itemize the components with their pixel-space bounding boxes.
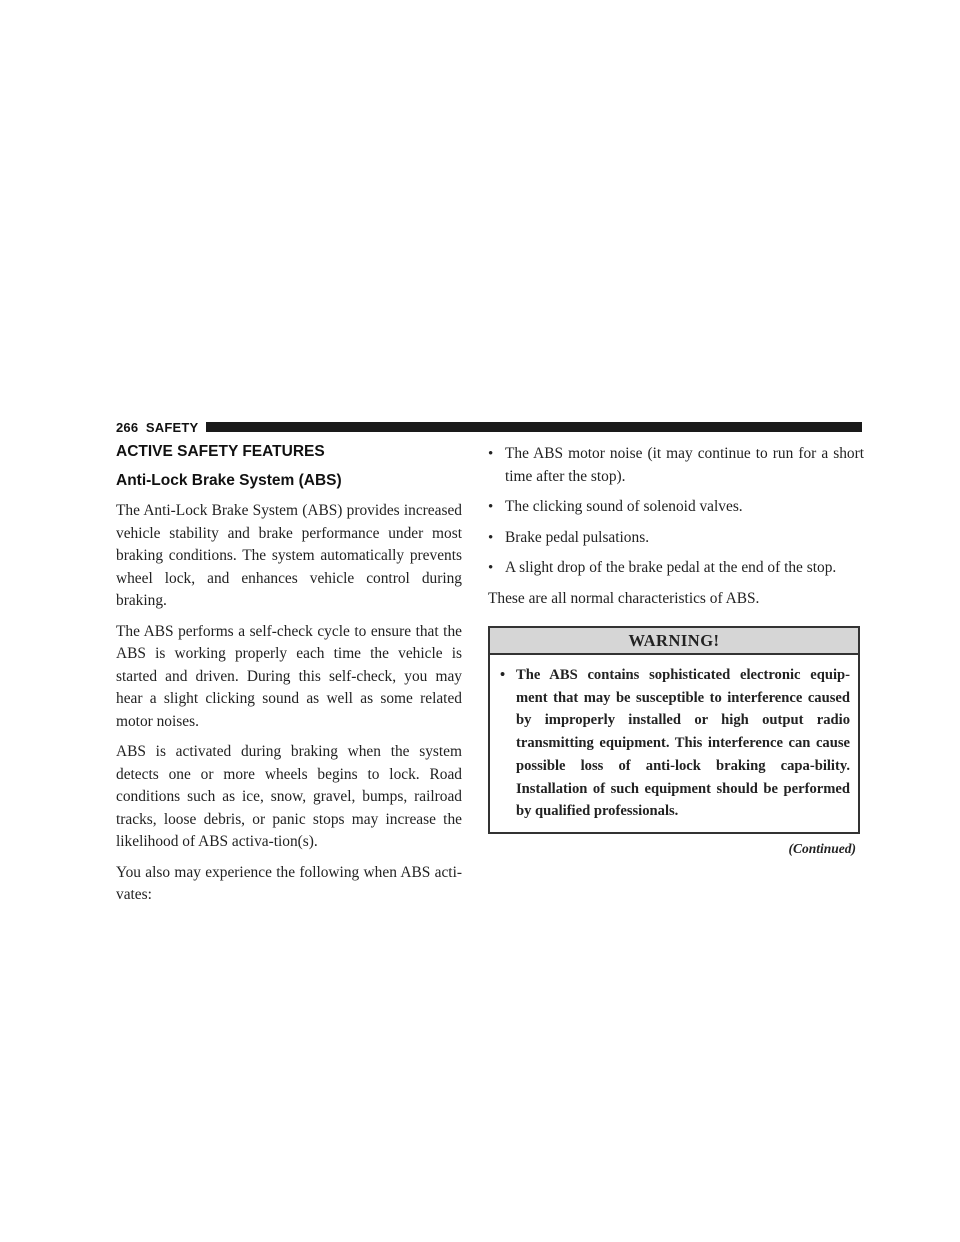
right-column <box>488 443 864 860</box>
subsection-title: Anti-Lock Brake System (ABS) <box>116 472 342 489</box>
warning-title: WARNING! <box>490 628 858 655</box>
warning-item: • The ABS contains sophisticated electronic equip-ment that may be susceptible to interference caused by improperly installed or high output radio transmitting equipment. This interference can cause possible loss of anti-lock braking capa-bility. Installation of such equipment should be performed by qualified professionals. <box>500 664 850 823</box>
section-name: SAFETY <box>145 419 199 435</box>
bullet-icon: • <box>488 529 494 546</box>
warning-box <box>488 626 860 834</box>
left-column <box>116 443 462 915</box>
list-item: • The ABS motor noise (it may continue to run for a short time after the stop). <box>488 445 864 485</box>
bullet-icon: • <box>488 499 494 515</box>
list-item: • A slight drop of the brake pedal at the end of the stop. <box>488 557 864 580</box>
paragraph-2: The ABS performs a self-check cycle to ensure that the ABS is working properly each time the vehicle is started and driven. During this self-check, you may hear a slight clicking sound as well as some related motor noises. <box>116 622 462 730</box>
paragraph-1: The Anti-Lock Brake System (ABS) provides increased vehicle stability and brake performance under most braking conditions. The system automatically prevents wheel lock, and enhances vehicle control during braking. <box>116 502 462 609</box>
bullet-icon: • <box>488 446 494 462</box>
header-rule <box>206 422 862 432</box>
continued-note: (Continued) <box>788 840 856 856</box>
page-number: 266 SAFETY <box>116 419 199 435</box>
closing-paragraph: These are all normal characteristics of ABS. <box>488 589 760 607</box>
bullet-icon: • <box>488 560 494 576</box>
abs-effects-list <box>488 443 864 580</box>
section-title: ACTIVE SAFETY FEATURES <box>116 443 325 460</box>
paragraph-3: ABS is activated during braking when the system detects one or more wheels begins to lock. Road conditions such as ice, snow, gravel, bumps, railroad tracks, loose debris, or panic stops may increase the likelihood of ABS activa-tion(s). <box>116 743 462 850</box>
list-item: • The clicking sound of solenoid valves. <box>488 496 864 519</box>
bullet-icon: • <box>500 667 506 683</box>
page-header <box>116 420 862 434</box>
paragraph-4: You also may experience the following when ABS acti-vates: <box>116 863 462 903</box>
warning-body <box>490 655 858 832</box>
list-item: • Brake pedal pulsations. <box>488 527 864 550</box>
